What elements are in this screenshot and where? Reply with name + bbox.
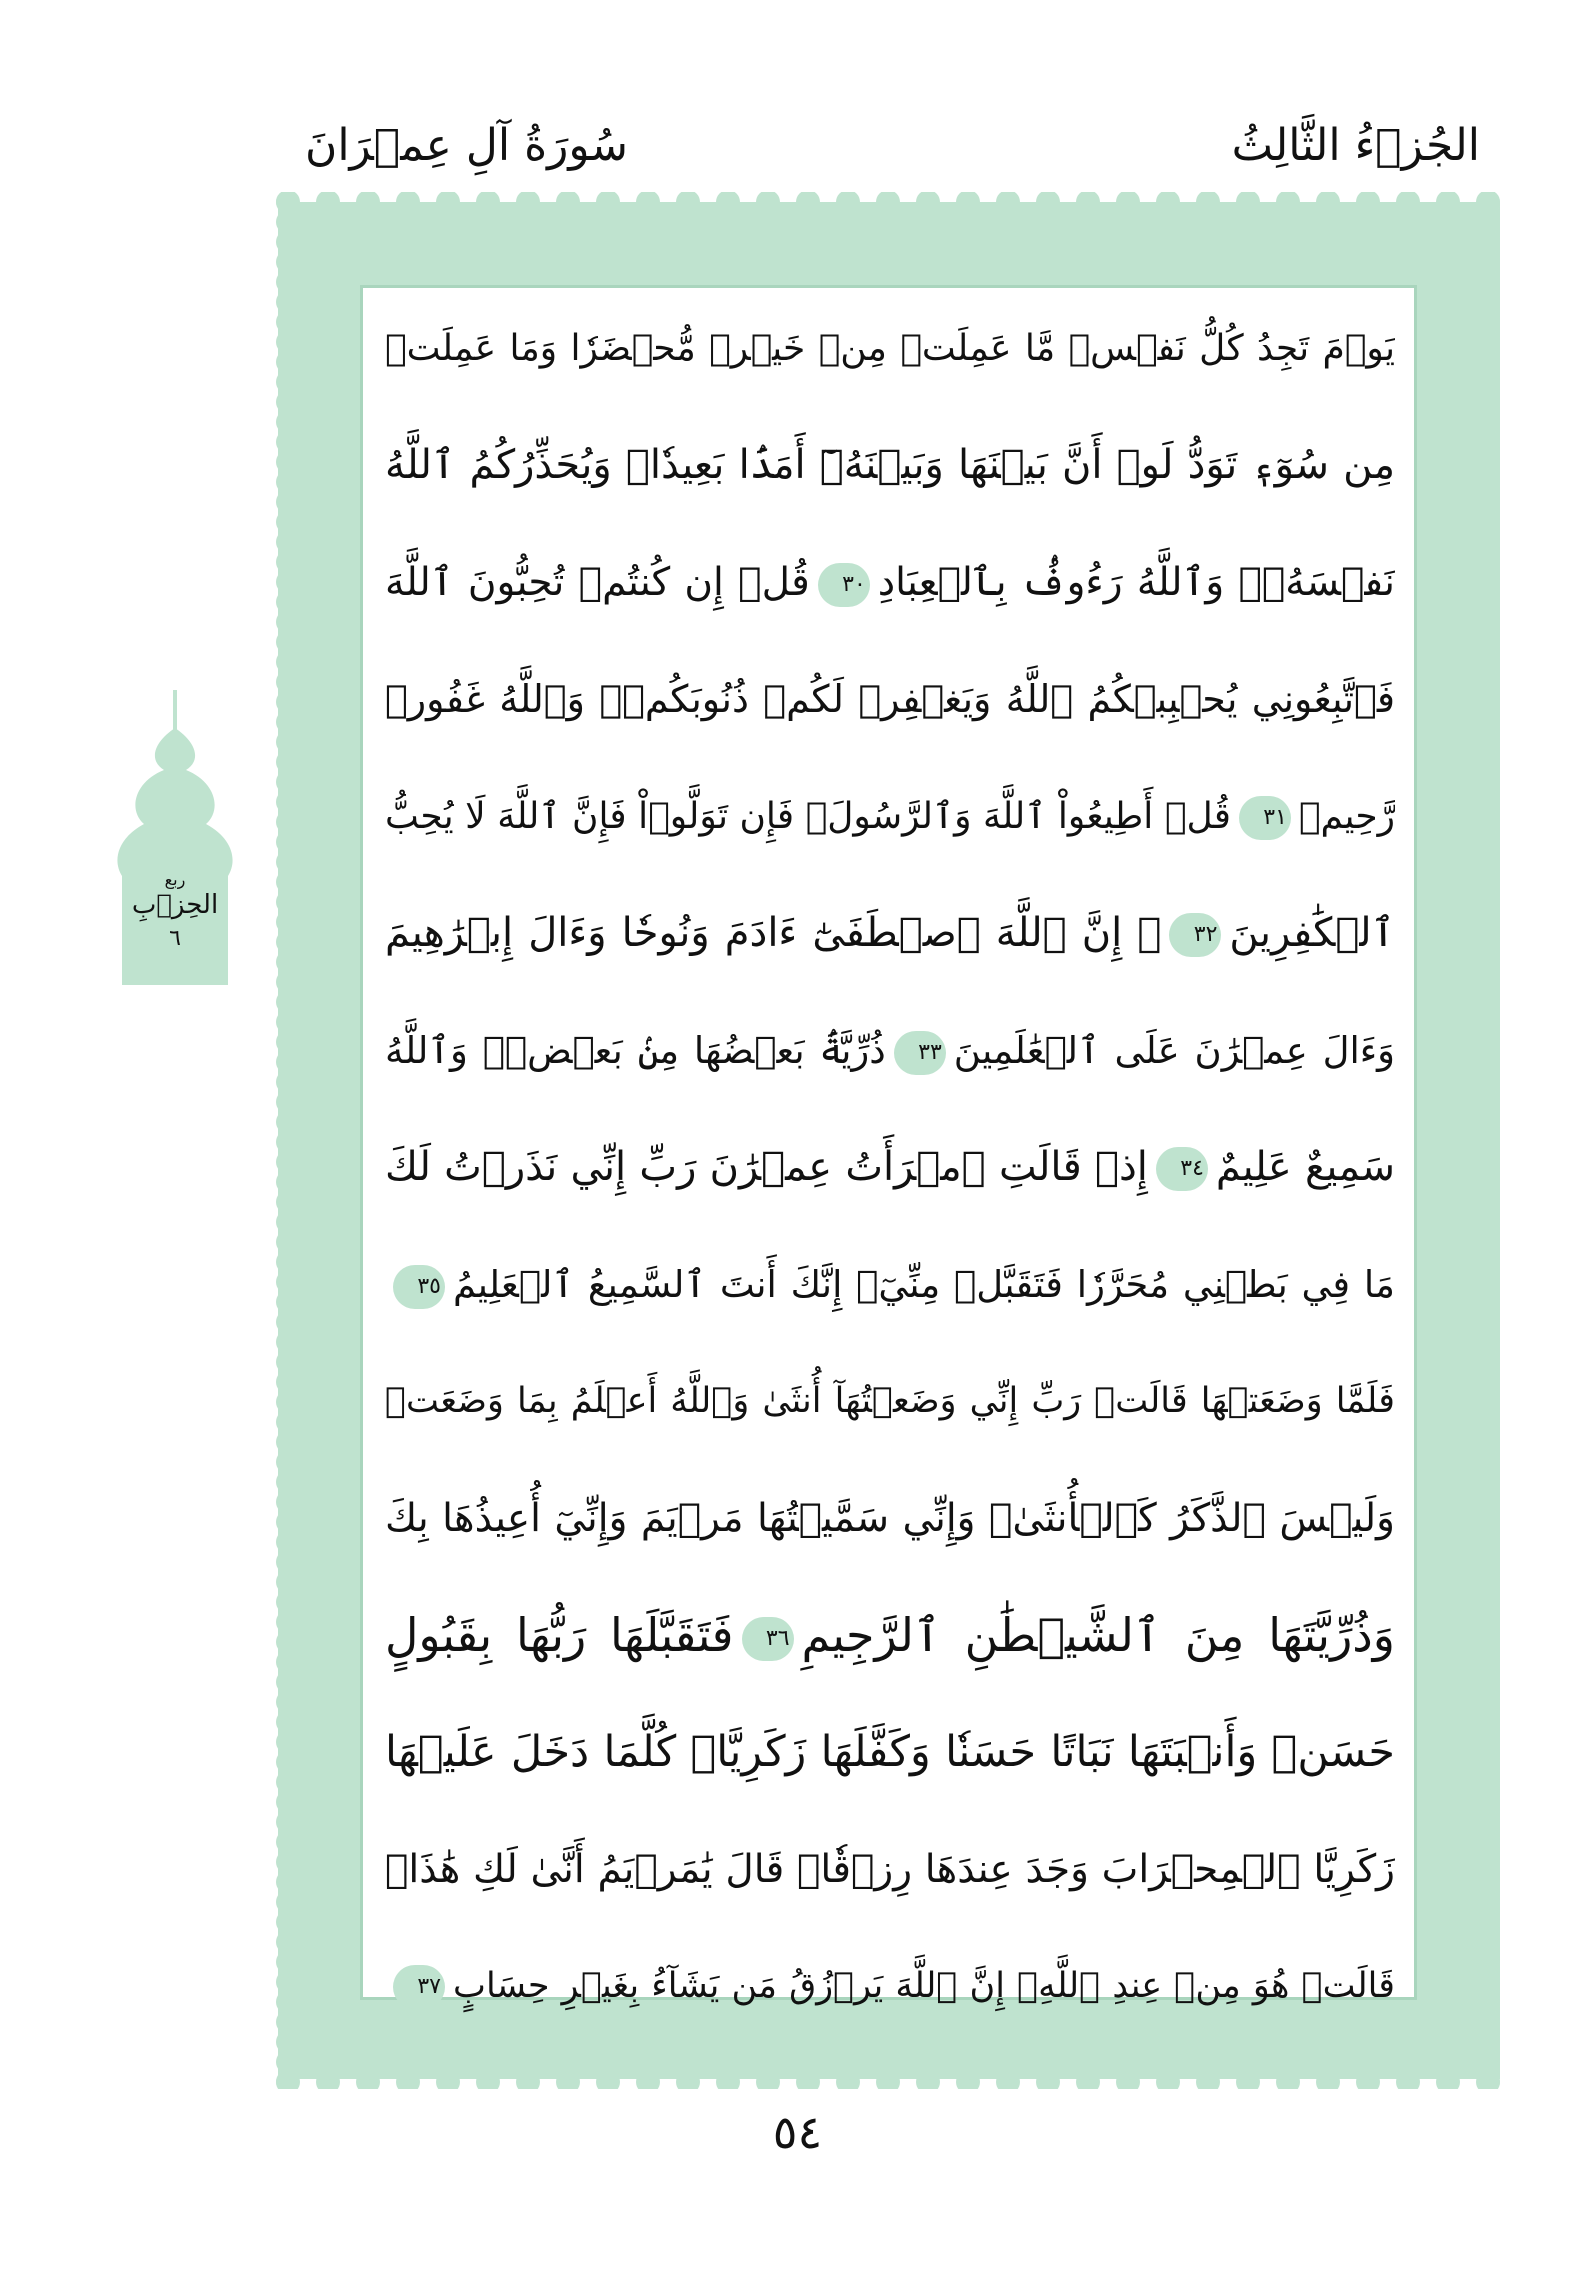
verse-text: فَلَمَّا وَضَعَتۡهَا قَالَتۡ رَبِّ إِنِّي وَضَعۡتُهَآ أُنثَىٰ وَٱللَّهُ أَعۡلَمُ بِمَا وَضَعَتۡ [385, 1381, 1395, 1421]
verse-text: سَمِيعٌ عَلِيمٌ [1215, 1144, 1395, 1190]
surah-title: سُورَةُ آلِ عِمۡرَانَ [305, 120, 628, 171]
verse-text: مَا فِي بَطۡنِي مُحَرَّرٗا فَتَقَبَّلۡ مِنِّيٓۖ إِنَّكَ أَنتَ ٱلسَّمِيعُ ٱلۡعَلِيمُ [453, 1263, 1395, 1306]
verse-text-continued: قُلۡ أَطِيعُواْ ٱللَّهَ وَٱلرَّسُولَۖ فَإِن تَوَلَّوۡاْ فَإِنَّ ٱللَّهَ لَا يُحِبُّ [385, 796, 1231, 837]
verse-text-continued: إِذۡ قَالَتِ ٱمۡرَأَتُ عِمۡرَٰنَ رَبِّ إِنِّي نَذَرۡتُ لَكَ [385, 1144, 1148, 1190]
ayah-number-marker: ٣٠ [818, 563, 870, 607]
verse-text: وَلَيۡسَ ٱلذَّكَرُ كَٱلۡأُنثَىٰۖ وَإِنِّي سَمَّيۡتُهَا مَرۡيَمَ وَإِنِّيٓ أُعِيذُهَا بِكَ [385, 1496, 1395, 1541]
verse-line [385, 1928, 1395, 2045]
hizb-number: ٦ [169, 926, 181, 951]
verse-text-continued: فَتَقَبَّلَهَا رَبُّهَا بِقَبُولٍ [385, 1608, 734, 1662]
verse-text: مِن سُوٓءٖ تَوَدُّ لَوۡ أَنَّ بَيۡنَهَا وَبَيۡنَهُۥٓ أَمَدَۢا بَعِيدٗاۗ وَيُحَذِّرُكُمُ ٱللَّهُ [385, 442, 1395, 488]
verse-line [385, 875, 1395, 992]
hizb-label: الحِزۡبِ [131, 890, 219, 920]
verse-line [385, 407, 1395, 524]
hizb-rub-label: ربع [164, 870, 186, 889]
verse-text: وَذُرِّيَّتَهَا مِنَ ٱلشَّيۡطَٰنِ ٱلرَّجِيمِ [801, 1608, 1395, 1662]
ayah-number-marker: ٣١ [1239, 796, 1291, 840]
verse-line [385, 524, 1395, 641]
hizb-marker [104, 690, 246, 985]
verse-line [385, 1109, 1395, 1226]
verse-line [385, 641, 1395, 758]
verse-text: فَٱتَّبِعُونِي يُحۡبِبۡكُمُ ٱللَّهُ وَيَغۡفِرۡ لَكُمۡ ذُنُوبَكُمۡۚ وَٱللَّهُ غَفُورٞ [385, 677, 1395, 721]
ayah-number-marker: ٣٧ [393, 1965, 445, 2009]
ayah-number-marker: ٣٤ [1156, 1147, 1208, 1191]
ayah-number-marker: ٣٢ [1169, 913, 1221, 957]
page-number: ٥٤ [772, 2105, 823, 2159]
verse-line [385, 1694, 1395, 1811]
verse-text: نَفۡسَهُۥۗ وَٱللَّهُ رَءُوفُۢ بِٱلۡعِبَادِ [877, 560, 1395, 605]
verse-line [385, 1226, 1395, 1343]
verse-line [385, 1577, 1395, 1694]
ayah-number-marker: ٣٦ [742, 1617, 794, 1661]
verse-text: ٱلۡكَٰفِرِينَ [1229, 910, 1395, 956]
verse-line [385, 290, 1395, 407]
verse-text: قَالَتۡ هُوَ مِنۡ عِندِ ٱللَّهِۖ إِنَّ ٱللَّهَ يَرۡزُقُ مَن يَشَآءُ بِغَيۡرِ حِسَابٍ [453, 1966, 1395, 2006]
ayah-number-marker: ٣٣ [894, 1031, 946, 1075]
ayah-number-marker: ٣٥ [393, 1265, 445, 1309]
verse-text-continued: ۞ إِنَّ ٱللَّهَ ٱصۡطَفَىٰٓ ءَادَمَ وَنُوحٗا وَءَالَ إِبۡرَٰهِيمَ [385, 910, 1162, 956]
verse-text: حَسَنٖ وَأَنۢبَتَهَا نَبَاتًا حَسَنٗا وَكَفَّلَهَا زَكَرِيَّاۖ كُلَّمَا دَخَلَ عَلَيۡهَا [385, 1727, 1395, 1777]
verse-text: يَوۡمَ تَجِدُ كُلُّ نَفۡسٖ مَّا عَمِلَتۡ مِنۡ خَيۡرٖ مُّحۡضَرٗا وَمَا عَمِلَتۡ [385, 328, 1395, 369]
verse-text: وَءَالَ عِمۡرَٰنَ عَلَى ٱلۡعَٰلَمِينَ [953, 1029, 1395, 1072]
verse-text: زَكَرِيَّا ٱلۡمِحۡرَابَ وَجَدَ عِندَهَا رِزۡقٗاۖ قَالَ يَٰمَرۡيَمُ أَنَّىٰ لَكِ هَٰذَاۖ [385, 1847, 1395, 1892]
verse-text: رَّحِيمٞ [1298, 796, 1395, 837]
verse-line [385, 1811, 1395, 1928]
verse-text-continued: قُلۡ إِن كُنتُمۡ تُحِبُّونَ ٱللَّهَ [385, 560, 810, 605]
verse-lines [385, 290, 1395, 2006]
juz-title: الجُزۡءُ الثَّالِثُ [1231, 120, 1480, 171]
verse-text-continued: ذُرِّيَّةَۢ بَعۡضُهَا مِنۢ بَعۡضٖۗ وَٱللَّهُ [385, 1029, 886, 1072]
verse-line [385, 1460, 1395, 1577]
verse-line [385, 758, 1395, 875]
verse-line [385, 1343, 1395, 1460]
verse-line [385, 992, 1395, 1109]
